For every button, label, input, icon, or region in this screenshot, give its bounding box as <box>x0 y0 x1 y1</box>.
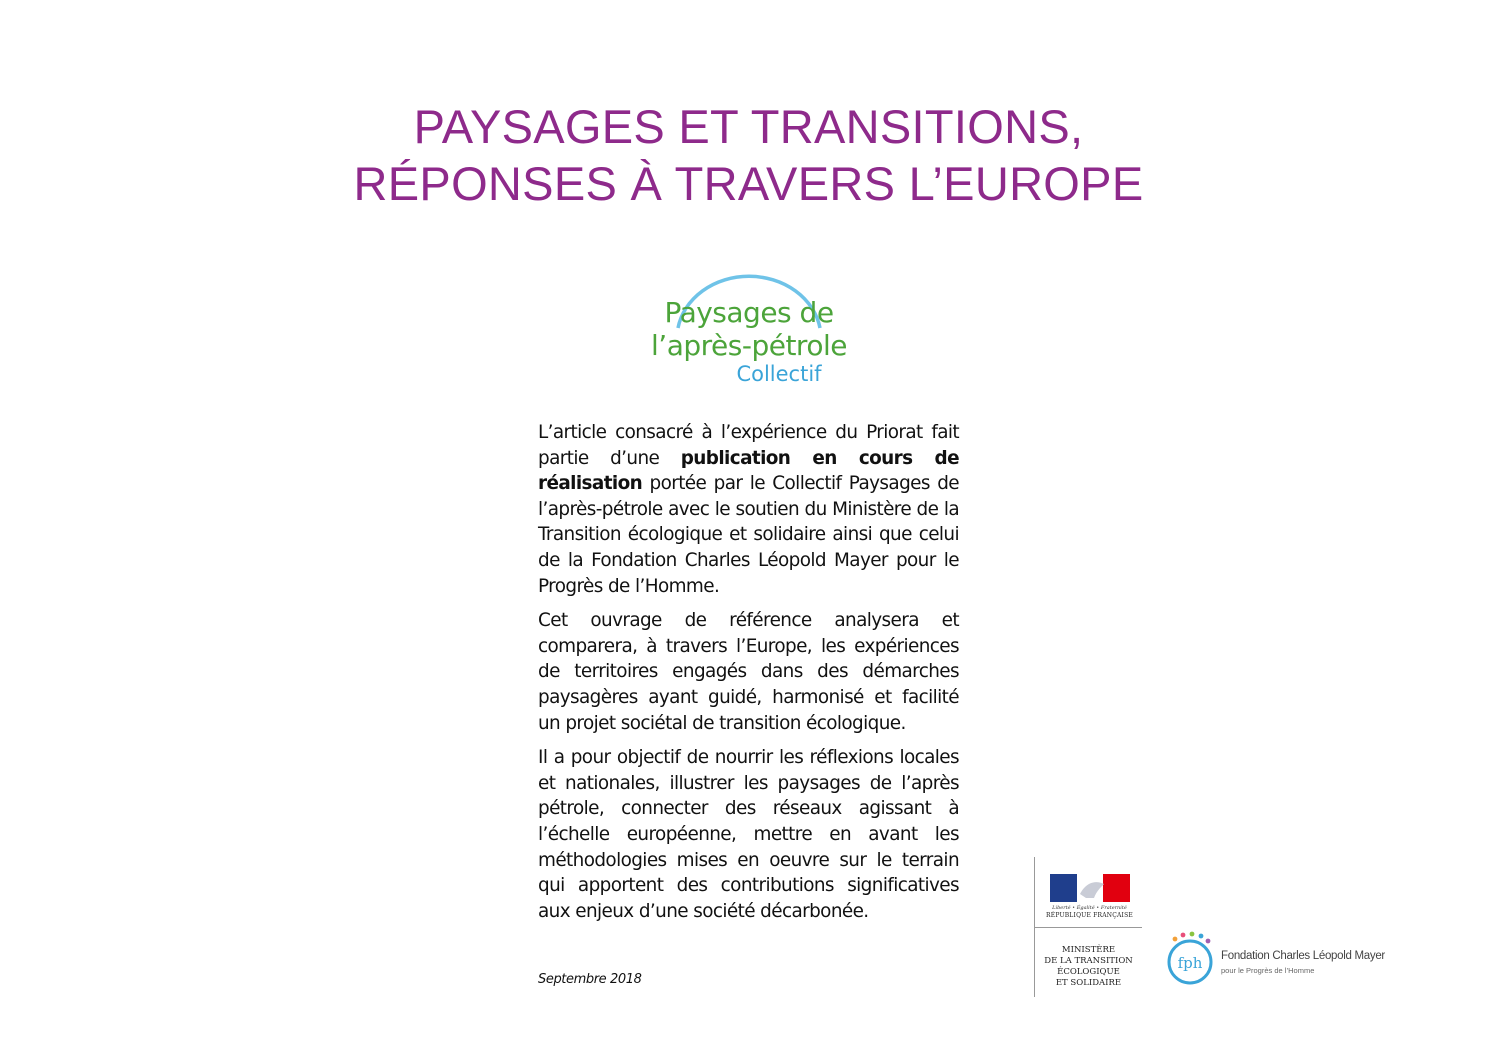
devise-text: Liberté • Égalité • Fraternité <box>1052 905 1127 911</box>
fph-emblem-icon <box>1163 930 1221 990</box>
paragraph-2: Cet ouvrage de référence analysera et comparera, à travers l’Europe, les expériences de territoires engagés dans des démarches paysagères ayant guidé, harmonisé et facilité un projet sociétal de transition écologique. <box>538 610 959 734</box>
marianne-block <box>1036 857 1142 927</box>
paragraph-1-start: L’article consacré à l’expérience du Priorat fait partie d’une <box>538 422 959 469</box>
ministere-line-3: ÉCOLOGIQUE <box>1057 967 1120 977</box>
republique-text: RÉPUBLIQUE FRANÇAISE <box>1046 912 1133 919</box>
paragraph-1 <box>538 420 959 599</box>
paragraph-3: Il a pour objectif de nourrir les réflexions locales et nationales, illustrer les paysages de l’après pétrole, connecter des réseaux agissant à l’échelle européenne, mettre en avant les méthodologies mises en oeuvre sur le terrain qui apportent des contributions significatives aux enjeux d’une société décarbonée. <box>538 747 959 922</box>
fph-logo <box>1163 930 1388 990</box>
title-line-2: RÉPONSES À TRAVERS L’EUROPE <box>353 157 1144 210</box>
title-line-1: PAYSAGES ET TRANSITIONS, <box>413 100 1084 153</box>
ministere-line-2: DE LA TRANSITION <box>1044 956 1133 966</box>
paragraph-1-bold: publication en cours de réalisation <box>538 447 959 495</box>
body-text <box>538 420 959 933</box>
publication-date: Septembre 2018 <box>538 972 642 987</box>
collectif-logo-line-1: Paysages de <box>664 296 834 329</box>
fph-mark: fph <box>1177 954 1203 972</box>
page-title <box>0 98 1497 212</box>
marianne-flag-icon <box>1050 874 1130 902</box>
fph-subtitle: pour le Progrès de l’Homme <box>1221 966 1315 975</box>
ministere-logo <box>1034 857 1142 997</box>
paragraph-1-end: portée par le Collectif Paysages de l’après-pétrole avec le soutien du Ministère de la Transition écologique et solidaire ainsi que celui de la Fondation Charles Léopold Mayer pour le Progrès de l’Homme. <box>538 473 959 597</box>
collectif-logo-line-3: Collectif <box>736 362 822 386</box>
ministere-line-4: ET SOLIDAIRE <box>1055 978 1122 988</box>
collectif-logo-line-2: l’après-pétrole <box>651 329 847 362</box>
ministere-name <box>1035 945 1142 989</box>
ministere-line-1: MINISTÈRE <box>1061 945 1116 955</box>
fph-name: Fondation Charles Léopold Mayer <box>1221 950 1385 962</box>
collectif-logo <box>638 256 860 388</box>
divider <box>1035 927 1142 928</box>
